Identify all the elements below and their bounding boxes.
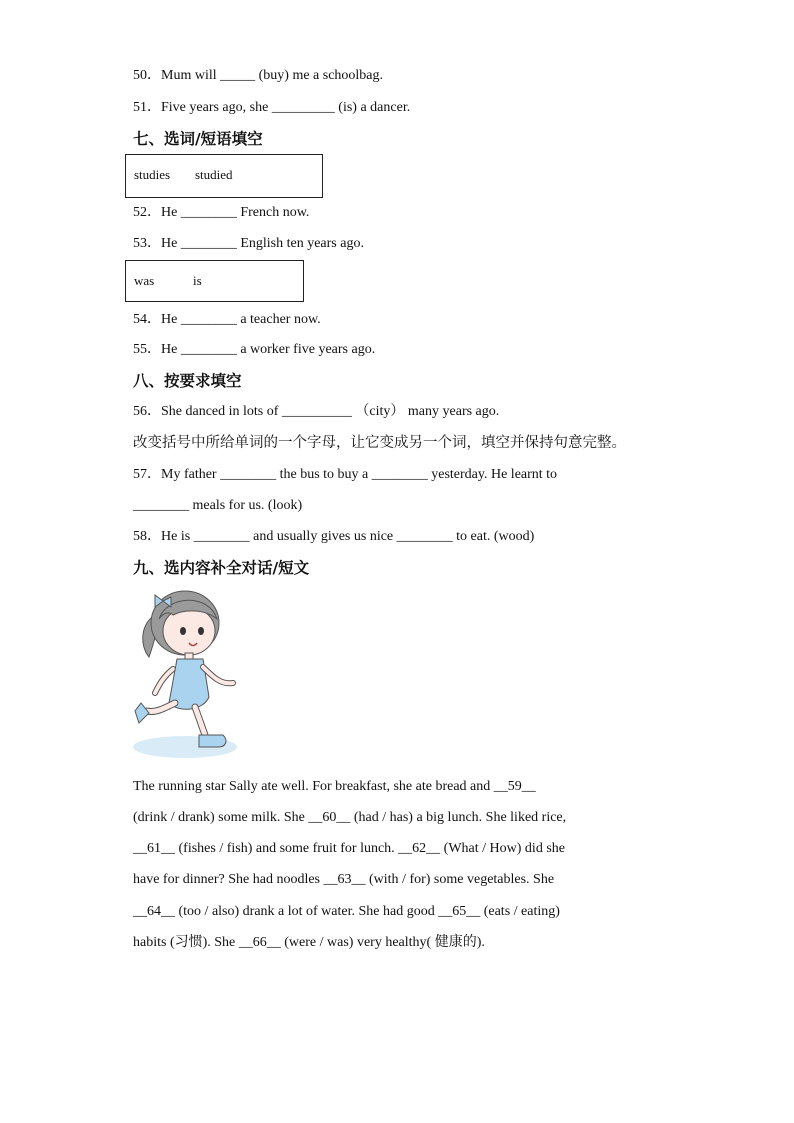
running-girl-illustration [133,585,241,765]
question-57-continued: ________ meals for us. (look) [133,498,303,513]
word-box-2-option-1: was [134,273,155,288]
passage-line-5: __64__ (too / also) drank a lot of water. She had good __65__ (eats / eating) [133,904,560,919]
word-box-1 [125,154,323,198]
passage-line-3: __61__ (fishes / fish) and some fruit for lunch. __62__ (What / How) did she [133,841,565,856]
passage-line-6: habits (习惯). She __66__ (were / was) very healthy( 健康的). [133,935,485,950]
passage-line-2: (drink / drank) some milk. She __60__ (had / has) a big lunch. She liked rice, [133,810,567,825]
section-heading-eight: 八、按要求填空 [133,372,242,390]
question-58: 58．He is ________ and usually gives us nice ________ to eat. (wood) [133,529,535,544]
word-box-2-option-2: is [193,273,202,288]
passage-line-4: have for dinner? She had noodles __63__ (with / for) some vegetables. She [133,872,555,887]
question-51: 51．Five years ago, she _________ (is) a dancer. [133,100,411,115]
passage-line-1: The running star Sally ate well. For breakfast, she ate bread and __59__ [133,779,536,794]
question-50: 50．Mum will _____ (buy) me a schoolbag. [133,68,384,83]
word-box-1-option-1: studies [134,167,171,182]
word-box-2 [125,260,304,302]
question-56: 56．She danced in lots of __________ （city） many years ago. [133,404,500,419]
section-heading-nine: 九、选内容补全对话/短文 [133,559,310,577]
question-54: 54．He ________ a teacher now. [133,312,321,327]
question-53: 53．He ________ English ten years ago. [133,236,364,251]
word-box-1-option-2: studied [195,167,233,182]
section-heading-seven: 七、选词/短语填空 [133,130,263,148]
question-55: 55．He ________ a worker five years ago. [133,342,376,357]
question-57: 57．My father ________ the bus to buy a ________ yesterday. He learnt to [133,467,558,482]
question-52: 52．He ________ French now. [133,205,310,220]
instruction-text: 改变括号中所给单词的一个字母，让它变成另一个词，填空并保持句意完整。 [133,435,626,451]
